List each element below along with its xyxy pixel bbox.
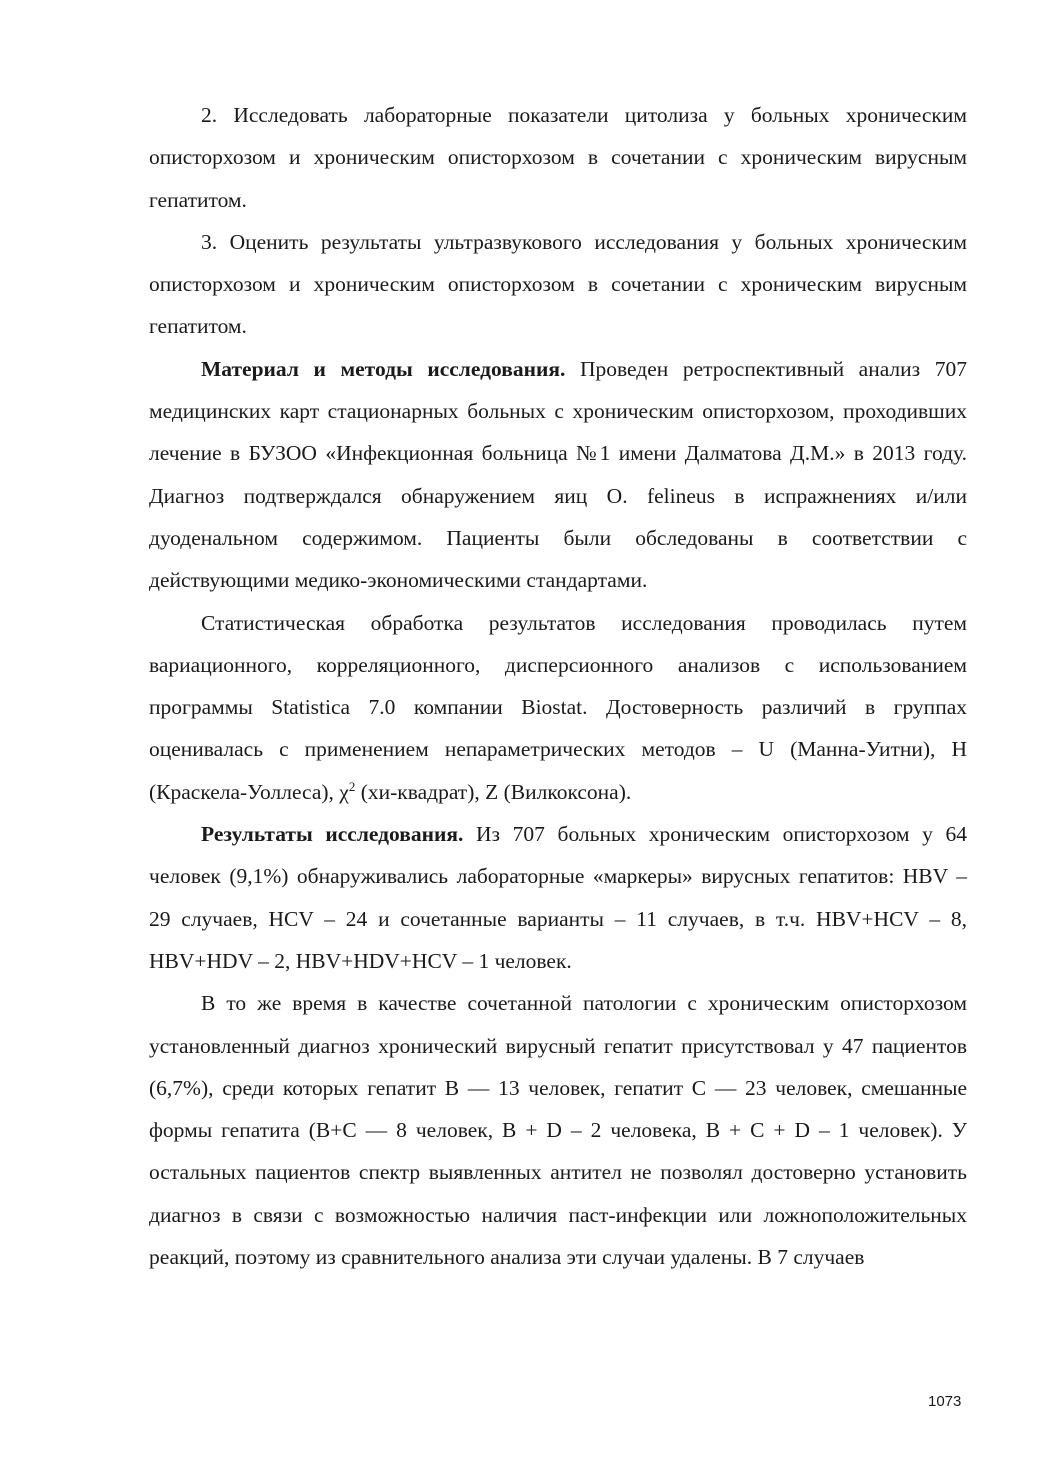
section-heading-materials-methods: Материал и методы исследования. bbox=[201, 356, 566, 381]
paragraph-results bbox=[149, 813, 967, 982]
materials-methods-text: Проведен ретроспективный анализ 707 медицинских карт стационарных больных с хроническим описторхозом, проходивших лечение в БУЗОО «Инфекционная больница №1 имени Далматова Д.М.» в 2013 году. Диагноз подтверждался обнаружением яиц O. felineus в испражнениях и/или дуоденальном содержимом. Пациенты были обследованы в соответствии с действующими медико-экономическими стандартами. bbox=[149, 356, 967, 593]
page-number: 1073 bbox=[928, 1393, 962, 1410]
paragraph-objective-3: 3. Оценить результаты ультразвукового исследования у больных хроническим описторхозом и хроническим описторхозом в сочетании с хроническим вирусным гепатитом. bbox=[149, 229, 967, 339]
chi-square-superscript: 2 bbox=[348, 778, 356, 794]
paragraph-materials-methods bbox=[149, 348, 967, 602]
section-heading-results: Результаты исследования. bbox=[201, 822, 464, 847]
statistics-text: Статистическая обработка результатов исследования проводилась путем вариационного, корреляционного, дисперсионного анализов с использованием программы Statistica 7.0 компании Biostat. Достоверность различий в группах оценивалась с применением непараметрических методов – U (Манна-Уитни), H (Краскела-Уоллеса), χ bbox=[149, 610, 967, 804]
statistics-text-end: (хи-квадрат), Z (Вилкоксона). bbox=[355, 779, 632, 804]
paragraph-comorbidity: В то же время в качестве сочетанной патологии с хроническим описторхозом установленный диагноз хронический вирусный гепатит присутствовал у 47 пациентов (6,7%), среди которых гепатит B — 13 человек, гепатит C — 23 человек, смешанные формы гепатита (B+C — 8 человек, B + D – 2 человека, B + C + D – 1 человек). У остальных пациентов спектр выявленных антител не позволял достоверно установить диагноз в связи с возможностью наличия паст-инфекции или ложноположительных реакций, поэтому из сравнительного анализа эти случаи удалены. В 7 случаев bbox=[149, 991, 967, 1270]
document-body bbox=[149, 94, 967, 1278]
results-text: Из 707 больных хроническим описторхозом у 64 человек (9,1%) обнаруживались лабораторные «маркеры» вирусных гепатитов: HBV – 29 случаев, HCV – 24 и сочетанные варианты – 11 случаев, в т.ч. HBV+HCV – 8, HBV+HDV – 2, HBV+HDV+HCV – 1 человек. bbox=[149, 822, 967, 973]
paragraph-statistics bbox=[149, 602, 967, 813]
paragraph-objective-2: 2. Исследовать лабораторные показатели цитолиза у больных хроническим описторхозом и хроническим описторхозом в сочетании с хроническим вирусным гепатитом. bbox=[149, 103, 967, 212]
